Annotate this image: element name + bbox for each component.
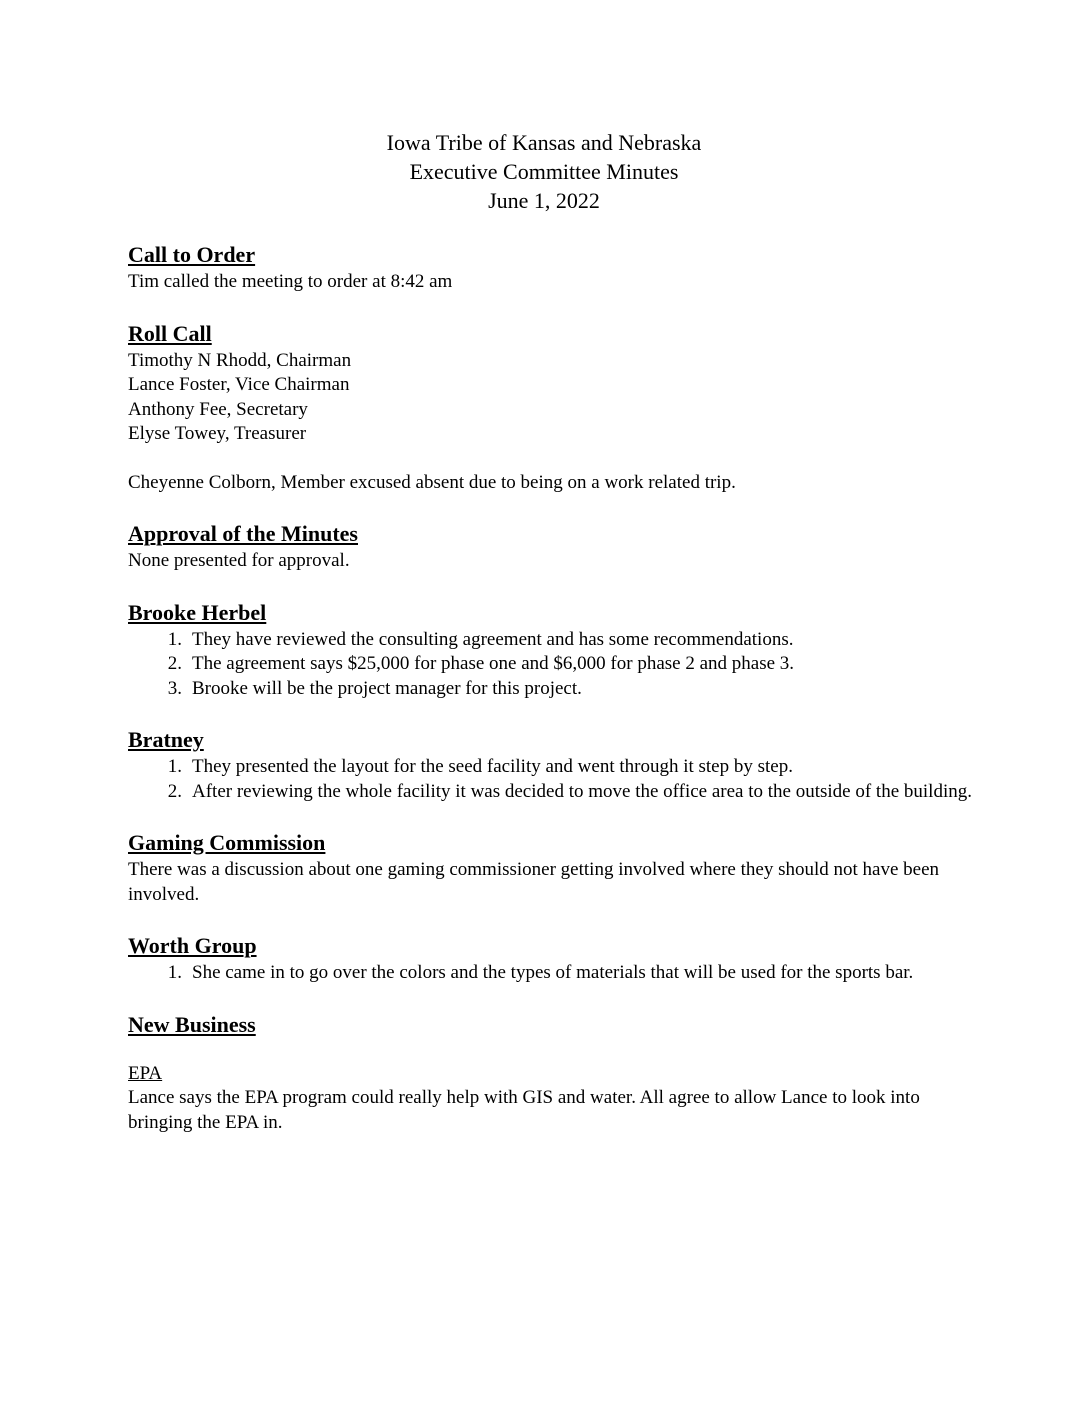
document-title: Executive Committee Minutes [409,159,679,184]
list-number: 3. [167,677,182,699]
document-header [0,128,1088,215]
section-text: There was a discussion about one gaming commissioner getting involved where they should not have been involved. [128,859,940,905]
section-heading: Worth Group [128,933,257,958]
numbered-list [128,961,978,986]
list-item-text: They presented the layout for the seed facility and went through it step by step. [192,756,793,777]
list-item [128,677,978,702]
section-new-business [128,1010,978,1136]
document-body [128,240,978,1135]
list-number: 2. [167,653,182,674]
section-heading: Gaming Commission [128,830,326,855]
section-text: Tim called the meeting to order at 8:42 am [128,271,453,292]
list-item [128,755,978,780]
list-item-text: After reviewing the whole facility it was decided to move the office area to the outside of the building. [192,780,972,802]
section-heading: Brooke Herbel [128,599,267,625]
list-item [128,780,978,805]
list-item [128,652,978,677]
roll-call-member: Timothy N Rhodd, Chairman [128,349,352,371]
section-worth-group [128,931,978,986]
numbered-list [128,755,978,804]
section-text: None presented for approval. [128,550,350,571]
list-item-text: The agreement says $25,000 for phase one and $6,000 for phase 2 and phase 3. [192,653,795,674]
section-bratney [128,725,978,804]
list-number: 1. [167,756,182,777]
section-approval-of-minutes [128,519,978,574]
list-item [128,961,978,986]
list-item-text: Brooke will be the project manager for this project. [192,677,582,699]
roll-call-member: Elyse Towey, Treasurer [128,423,307,444]
list-item-text: They have reviewed the consulting agreement and has some recommendations. [192,628,794,650]
numbered-list [128,628,978,702]
list-number: 1. [167,628,182,650]
list-number: 1. [167,962,182,983]
section-brooke-herbel [128,598,978,702]
section-roll-call [128,319,978,496]
absent-note: Cheyenne Colborn, Member excused absent due to being on a work related trip. [128,471,736,493]
section-heading: Roll Call [128,320,212,346]
list-item-text: She came in to go over the colors and the types of materials that will be used for the sports bar. [192,962,914,983]
section-heading: Bratney [128,727,204,752]
section-heading: New Business [128,1011,256,1037]
list-number: 2. [167,780,182,802]
roll-call-member: Anthony Fee, Secretary [128,398,308,420]
section-text: Lance says the EPA program could really help with GIS and water. All agree to allow Lance to look into bringing the EPA in. [128,1087,920,1133]
roll-call-member: Lance Foster, Vice Chairman [128,374,350,395]
epa-subheading: EPA [128,1062,163,1084]
organization-name: Iowa Tribe of Kansas and Nebraska [386,130,702,155]
section-heading: Approval of the Minutes [128,521,358,546]
list-item [128,628,978,653]
section-heading: Call to Order [128,242,256,267]
section-call-to-order [128,240,978,295]
meeting-date: June 1, 2022 [488,188,600,213]
section-gaming-commission [128,828,978,907]
